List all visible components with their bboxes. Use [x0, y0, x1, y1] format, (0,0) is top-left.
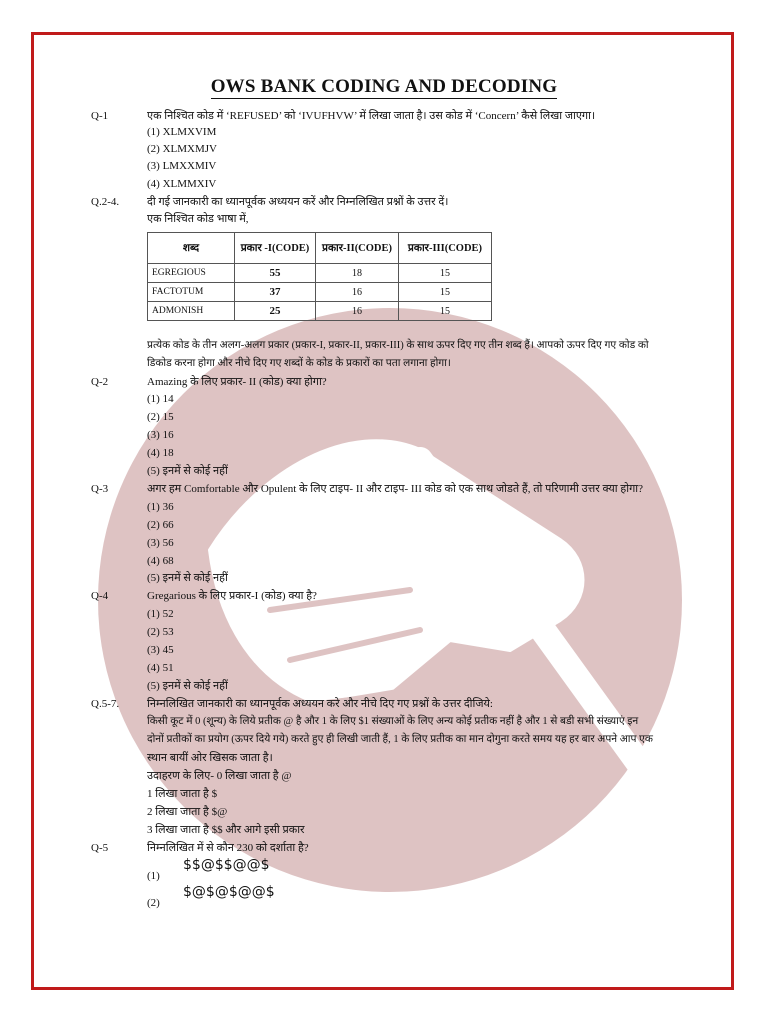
question-text: Gregarious के लिए प्रकार-I (कोड) क्या है? — [147, 590, 317, 602]
table-cell: 16 — [316, 302, 399, 321]
question-number: Q-2 — [91, 376, 109, 388]
option: (2) XLMXMJV — [147, 143, 217, 155]
table-cell: 15 — [399, 302, 492, 321]
instruction-text: 1 लिखा जाता है $ — [147, 788, 218, 800]
page-title: OWS BANK CODING AND DECODING — [210, 76, 558, 97]
option-symbols: $$@$$@@$ — [183, 857, 270, 873]
option: (4) 68 — [147, 555, 174, 567]
table-row — [148, 264, 492, 283]
option: (1) XLMXVIM — [147, 126, 217, 138]
table-cell: ADMONISH — [148, 302, 235, 321]
question-3 — [0, 481, 768, 497]
question-5-7-intro — [0, 696, 768, 712]
instruction-text: 3 लिखा जाता है $$ और आगे इसी प्रकार — [147, 824, 305, 836]
table-cell: 15 — [399, 283, 492, 302]
instruction-text: डिकोड करना होगा और नीचे दिए गए शब्दों के कोड के प्रकारों का पता लगाना होगा। — [147, 358, 451, 369]
question-text: निम्नलिखित में से कौन 230 को दर्शाता है? — [147, 842, 309, 854]
question-number: Q.2-4. — [91, 196, 120, 208]
table-cell: 15 — [399, 264, 492, 283]
option: (1) 14 — [147, 393, 174, 405]
option-symbols: $@$@$@@$ — [183, 884, 275, 900]
option-number: (2) — [147, 897, 160, 909]
option: (2) 15 — [147, 411, 174, 423]
instruction-text: दोनों प्रतीकों का प्रयोग (ऊपर दिये गये) करते हुए ही लिखी जाती हैं, 1 के लिए प्रतीक का मान दोगुना करते समय यह हर बार अपने आप एक — [147, 734, 653, 745]
option: (5) इनमें से कोई नहीं — [147, 680, 228, 692]
question-text: एक निश्चित कोड भाषा में, — [147, 213, 249, 225]
question-text: दी गई जानकारी का ध्यानपूर्वक अध्ययन करें और निम्नलिखित प्रश्नों के उत्तर दें। — [147, 196, 449, 208]
question-number: Q-3 — [91, 483, 109, 495]
option: (3) 56 — [147, 537, 174, 549]
table-cell: 16 — [316, 283, 399, 302]
table-cell: 55 — [235, 264, 316, 283]
option: (3) 16 — [147, 429, 174, 441]
table-header: प्रकार -I(CODE) — [235, 233, 316, 264]
instruction-text: प्रत्येक कोड के तीन अलग-अलग प्रकार (प्रकार-I, प्रकार-II, प्रकार-III) के साथ ऊपर दिए गए तीन शब्द हैं। आपको ऊपर दिए गए कोड को — [147, 340, 649, 351]
table-cell: EGREGIOUS — [148, 264, 235, 283]
option: (4) 18 — [147, 447, 174, 459]
question-text: अगर हम Comfortable और Opulent के लिए टाइप- II और टाइप- III कोड को एक साथ जोडते हैं, तो परिणामी उत्तर क्या होगा? — [147, 483, 643, 495]
table-row — [148, 283, 492, 302]
option: (5) इनमें से कोई नहीं — [147, 572, 228, 584]
question-4 — [0, 588, 768, 604]
question-text: निम्नलिखित जानकारी का ध्यानपूर्वक अध्ययन करे और नीचे दिए गए प्रश्नों के उत्तर दीजिये: — [147, 698, 493, 710]
table-header: प्रकार-II(CODE) — [316, 233, 399, 264]
table-cell: 18 — [316, 264, 399, 283]
question-text: Amazing के लिए प्रकार- II (कोड) क्या होगा? — [147, 376, 327, 388]
option: (3) LMXXMIV — [147, 160, 217, 172]
table-cell: 37 — [235, 283, 316, 302]
table-header: प्रकार-III(CODE) — [399, 233, 492, 264]
question-1 — [0, 108, 768, 124]
option: (4) XLMMXIV — [147, 178, 217, 190]
table-cell: FACTOTUM — [148, 283, 235, 302]
question-number: Q.5-7. — [91, 698, 120, 710]
question-number: Q-1 — [91, 110, 109, 122]
table-header: शब्द — [148, 233, 235, 264]
option — [0, 857, 768, 882]
instruction-text: किसी कूट में 0 (शून्य) के लिये प्रतीक @ है और 1 के लिए $1 संख्याओं के लिए अन्य कोई प्रतीक नहीं है और 1 से बडी सभी संख्याएं इन — [147, 716, 639, 727]
option: (3) 45 — [147, 644, 174, 656]
instruction-text: उदाहरण के लिए- 0 लिखा जाता है @ — [147, 770, 292, 782]
question-number: Q-5 — [91, 842, 109, 854]
option-number: (1) — [147, 870, 160, 882]
instruction-text: 2 लिखा जाता है $@ — [147, 806, 228, 818]
instruction-text: स्थान बायीं ओर खिसक जाता है। — [147, 752, 273, 764]
option: (1) 52 — [147, 608, 174, 620]
table-header-row — [148, 233, 492, 264]
question-2-4-intro — [0, 194, 768, 210]
option: (5) इनमें से कोई नहीं — [147, 465, 228, 477]
table-cell: 25 — [235, 302, 316, 321]
option: (4) 51 — [147, 662, 174, 674]
table-row — [148, 302, 492, 321]
question-number: Q-4 — [91, 590, 109, 602]
option: (2) 53 — [147, 626, 174, 638]
question-2 — [0, 374, 768, 390]
code-table — [147, 232, 492, 321]
option: (2) 66 — [147, 519, 174, 531]
option: (1) 36 — [147, 501, 174, 513]
question-5 — [0, 840, 768, 856]
option — [0, 884, 768, 909]
question-text: एक निश्चित कोड में ‘REFUSED’ को ‘IVUFHVW’ में लिखा जाता है। उस कोड में ‘Concern’ कैसे लिखा जाएगा। — [147, 110, 596, 122]
